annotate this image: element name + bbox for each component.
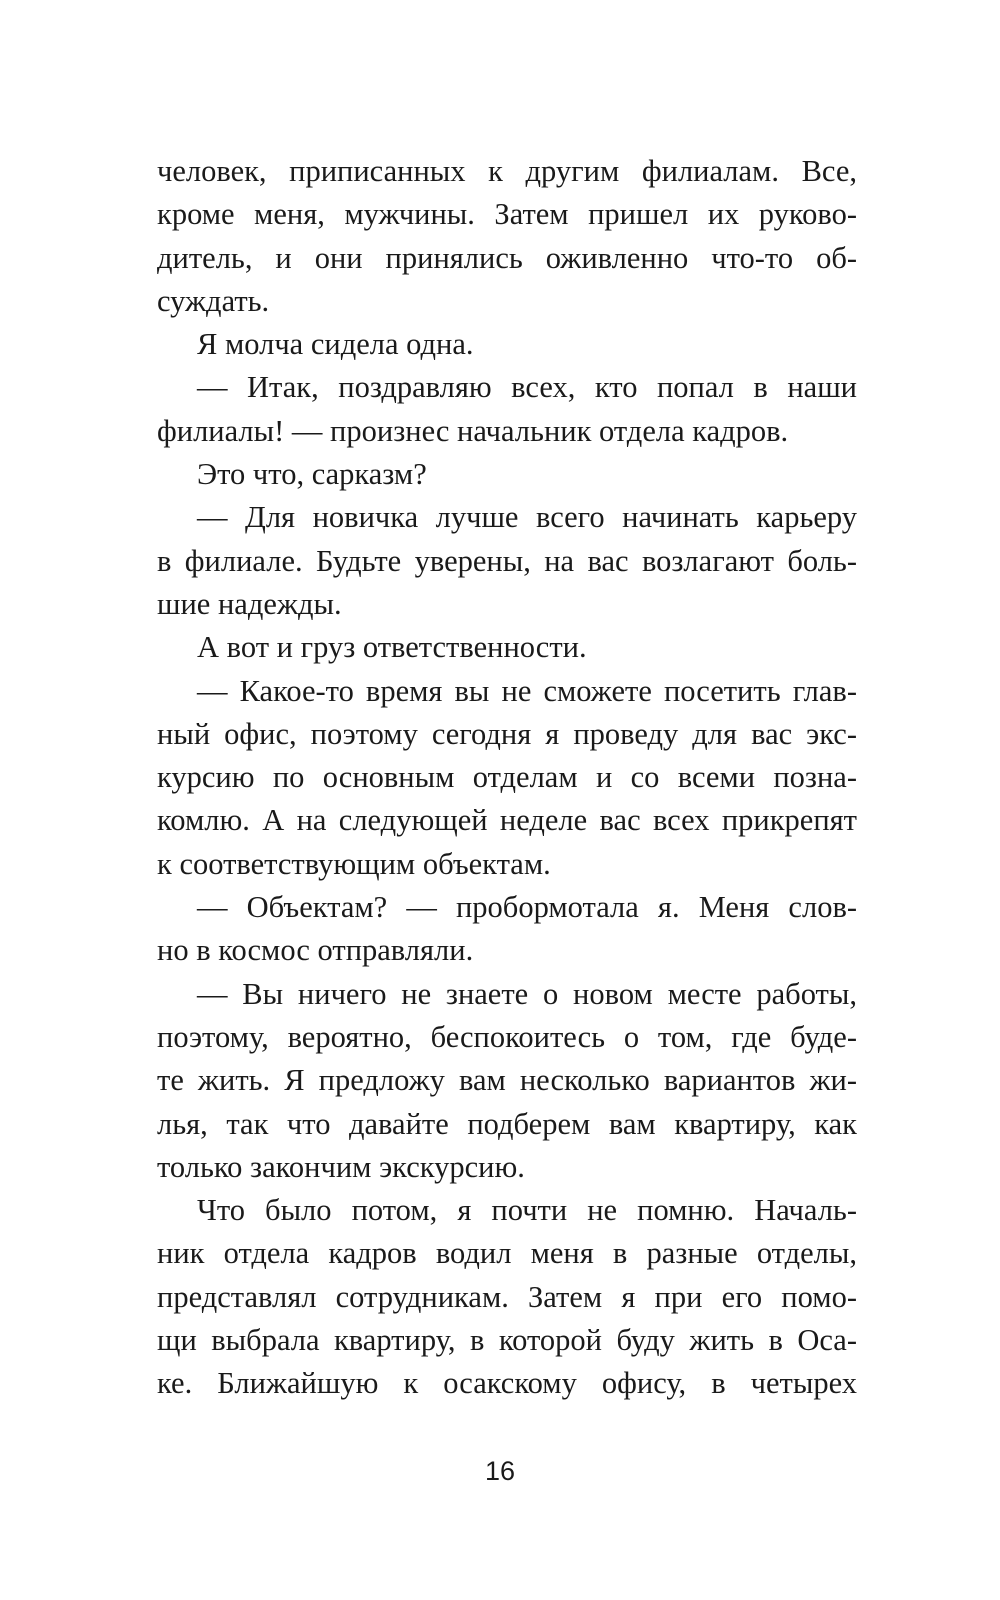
text-line: курсию по основным отделам и со всеми позна-: [157, 760, 857, 795]
text-line: лья, так что давайте подберем вам квартиру, как: [157, 1106, 857, 1141]
text-line: — Объектам? — пробормотала я. Меня слов-: [197, 890, 857, 925]
text-line: щи выбрала квартиру, в которой буду жить в Оса-: [157, 1323, 857, 1358]
text-line: в филиале. Будьте уверены, на вас возлагают боль-: [157, 543, 857, 578]
text-line: поэтому, вероятно, беспокоитесь о том, где буде-: [157, 1019, 857, 1054]
text-line: только закончим экскурсию.: [157, 1149, 525, 1184]
text-line: шие надежды.: [157, 586, 342, 621]
text-line: Это что, сарказм?: [197, 457, 427, 492]
text-line: те жить. Я предложу вам несколько вариантов жи-: [157, 1063, 857, 1098]
page-number: 16: [484, 1456, 516, 1486]
body-text: [157, 150, 857, 1406]
text-line: Я молча сидела одна.: [197, 327, 474, 362]
text-line: ник отдела кадров водил меня в разные отделы,: [157, 1236, 857, 1271]
text-line: — Какое-то время вы не сможете посетить глав-: [197, 673, 857, 708]
text-line: ке. Ближайшую к осакскому офису, в четырех: [157, 1366, 857, 1401]
text-line: — Итак, поздравляю всех, кто попал в наши: [197, 370, 857, 405]
text-line: ный офис, поэтому сегодня я проведу для вас экс-: [157, 716, 857, 751]
text-line: кроме меня, мужчины. Затем пришел их руково-: [157, 197, 857, 232]
text-line: представлял сотрудникам. Затем я при его помо-: [157, 1279, 857, 1314]
text-line: человек, приписанных к другим филиалам. Все,: [157, 154, 857, 188]
text-line: комлю. А на следующей неделе вас всех прикрепят: [157, 803, 857, 838]
text-line: — Вы ничего не знаете о новом месте работы,: [197, 976, 857, 1011]
text-line: Что было потом, я почти не помню. Началь-: [197, 1193, 857, 1228]
text-line: дитель, и они принялись оживленно что-то об-: [157, 240, 857, 275]
text-line: но в космос отправляли.: [157, 933, 474, 968]
text-line: А вот и груз ответственности.: [197, 630, 587, 665]
text-line: — Для новичка лучше всего начинать карьеру: [197, 500, 857, 535]
text-line: к соответствующим объектам.: [157, 846, 551, 881]
text-line: филиалы! — произнес начальник отдела кадров.: [157, 413, 789, 448]
text-line: суждать.: [157, 283, 270, 318]
